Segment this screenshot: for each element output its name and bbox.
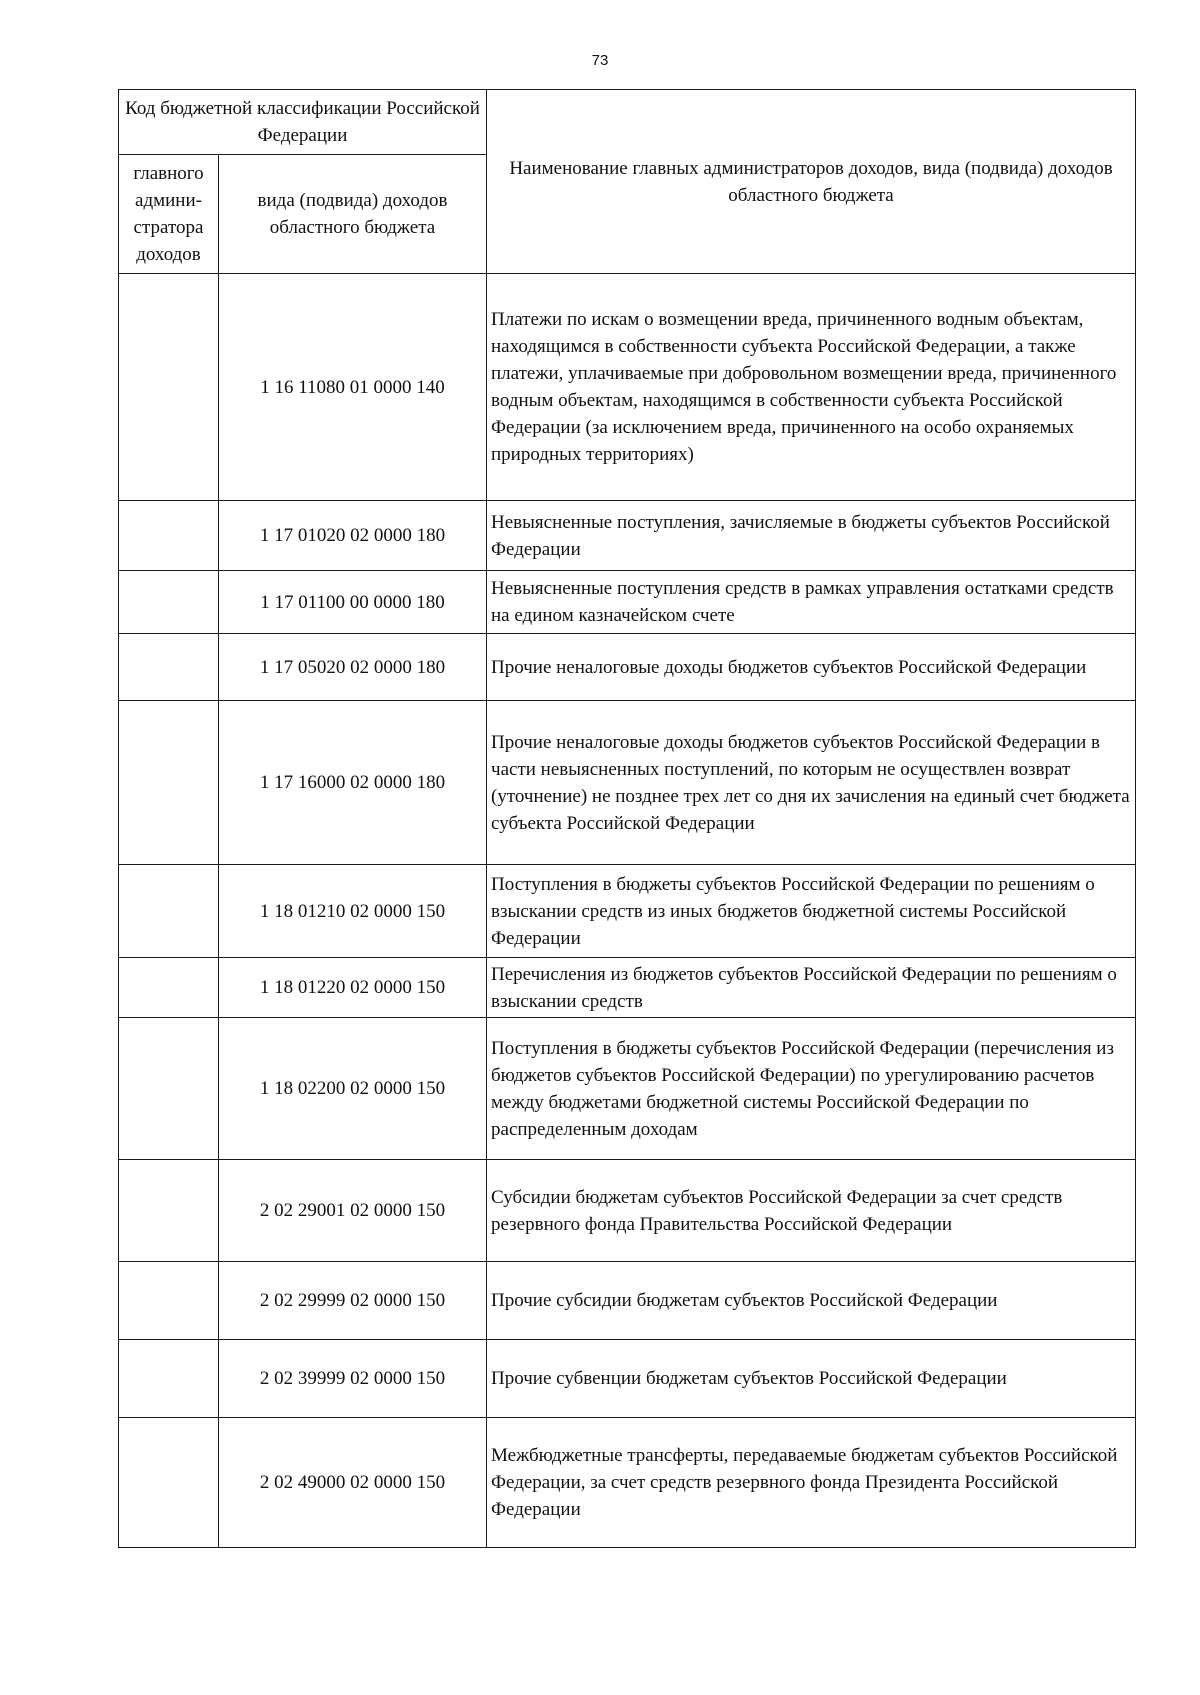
income-name-cell: Прочие субвенции бюджетам субъектов Российской Федерации	[487, 1340, 1136, 1418]
income-name-cell: Субсидии бюджетам субъектов Российской Федерации за счет средств резервного фонда Правительства Российской Федерации	[487, 1160, 1136, 1262]
income-name-cell: Межбюджетные трансферты, передаваемые бюджетам субъектов Российской Федерации, за счет средств резервного фонда Президента Российской Федерации	[487, 1418, 1136, 1548]
page-number: 73	[591, 52, 609, 69]
income-name-cell: Прочие неналоговые доходы бюджетов субъектов Российской Федерации	[487, 634, 1136, 701]
admin-cell	[119, 958, 219, 1018]
income-code-cell: 1 18 02200 02 0000 150	[219, 1018, 487, 1160]
income-code-cell: 1 18 01220 02 0000 150	[219, 958, 487, 1018]
income-name-cell: Прочие неналоговые доходы бюджетов субъектов Российской Федерации в части невыясненных поступлений, по которым не осуществлен возврат (уточнение) не позднее трех лет со дня их зачисления на единый счет бюджета субъекта Российской Федерации	[487, 701, 1136, 865]
admin-cell	[119, 701, 219, 865]
income-code-cell: 1 18 01210 02 0000 150	[219, 865, 487, 958]
table-row	[119, 958, 1136, 1018]
income-name-cell: Поступления в бюджеты субъектов Российской Федерации по решениям о взыскании средств из иных бюджетов бюджетной системы Российской Федерации	[487, 865, 1136, 958]
admin-cell	[119, 1262, 219, 1340]
income-code-cell: 2 02 49000 02 0000 150	[219, 1418, 487, 1548]
header-income-column: вида (подвида) доходов областного бюджета	[219, 155, 487, 274]
income-name-cell: Прочие субсидии бюджетам субъектов Российской Федерации	[487, 1262, 1136, 1340]
admin-cell	[119, 571, 219, 634]
income-name-cell: Перечисления из бюджетов субъектов Российской Федерации по решениям о взыскании средств	[487, 958, 1136, 1018]
budget-classification-table	[118, 89, 1136, 1548]
income-code-cell: 2 02 29001 02 0000 150	[219, 1160, 487, 1262]
admin-cell	[119, 1018, 219, 1160]
table-row	[119, 1340, 1136, 1418]
admin-cell	[119, 501, 219, 571]
table-row	[119, 1160, 1136, 1262]
admin-cell	[119, 1418, 219, 1548]
admin-cell	[119, 1160, 219, 1262]
income-code-cell: 1 17 05020 02 0000 180	[219, 634, 487, 701]
table-row	[119, 634, 1136, 701]
income-name-cell: Невыясненные поступления, зачисляемые в бюджеты субъектов Российской Федерации	[487, 501, 1136, 571]
income-code-cell: 1 16 11080 01 0000 140	[219, 274, 487, 501]
table-row	[119, 1418, 1136, 1548]
table-row	[119, 501, 1136, 571]
income-name-cell: Невыясненные поступления средств в рамках управления остатками средств на едином казначейском счете	[487, 571, 1136, 634]
header-admin-column: главного админи-стратора доходов	[119, 155, 219, 274]
table-row	[119, 571, 1136, 634]
admin-cell	[119, 1340, 219, 1418]
income-code-cell: 1 17 01020 02 0000 180	[219, 501, 487, 571]
table-row	[119, 701, 1136, 865]
table-row	[119, 1262, 1136, 1340]
table-row	[119, 865, 1136, 958]
income-code-cell: 1 17 16000 02 0000 180	[219, 701, 487, 865]
header-code-group: Код бюджетной классификации Российской Федерации	[119, 90, 487, 155]
income-name-cell: Платежи по искам о возмещении вреда, причиненного водным объектам, находящимся в собственности субъекта Российской Федерации, а также платежи, уплачиваемые при добровольном возмещении вреда, причиненного водным объектам, находящимся в собственности субъекта Российской Федерации (за исключением вреда, причиненного на особо охраняемых природных территориях)	[487, 274, 1136, 501]
income-code-cell: 2 02 29999 02 0000 150	[219, 1262, 487, 1340]
admin-cell	[119, 865, 219, 958]
header-row-top	[119, 90, 1136, 155]
admin-cell	[119, 274, 219, 501]
header-name-column: Наименование главных администраторов доходов, вида (подвида) доходов областного бюджета	[487, 90, 1136, 274]
table-row	[119, 1018, 1136, 1160]
table-row	[119, 274, 1136, 501]
income-name-cell: Поступления в бюджеты субъектов Российской Федерации (перечисления из бюджетов субъектов Российской Федерации) по урегулированию расчетов между бюджетами бюджетной системы Российской Федерации по распределенным доходам	[487, 1018, 1136, 1160]
income-code-cell: 1 17 01100 00 0000 180	[219, 571, 487, 634]
admin-cell	[119, 634, 219, 701]
income-code-cell: 2 02 39999 02 0000 150	[219, 1340, 487, 1418]
